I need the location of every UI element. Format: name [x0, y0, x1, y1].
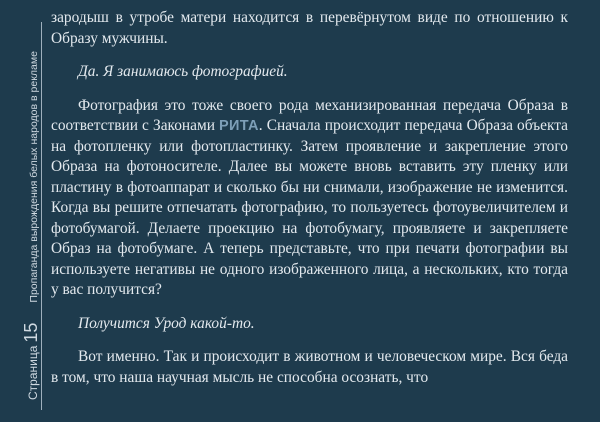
dialogue-line: Да. Я занимаюсь фотографией. — [78, 63, 288, 80]
dialogue-line: Получится Урод какой-то. — [78, 314, 255, 332]
paragraph: Вот именно. Так и происходит в животном и человеческом мире. Вся беда в том, что наша научная мысль не способна осознать, что — [51, 348, 568, 386]
running-title: Пропаганда вырождения белых народов в рекламе — [28, 51, 40, 303]
sidebar-footer — [21, 51, 42, 400]
paragraph-text: . Сначала происходит передача Образа объекта на фотопленку или фотопластинку. Затем проявление и закрепление этого Образа на фотоносителе. Далее вы можете вновь вставить эту пленку или пластину в фотоаппарат и сколько бы ни снимали, изображение не изменится. Когда вы решите отпечатать фотографию, то пользуетесь фотоувеличителем и фотобумагой. Делаете проекцию на фотобумагу, проявляете и закрепляете Образ на фотобумаге. А теперь представьте, что при печати фотографии вы используете негативы не одного изображенного лица, а нескольких, кто тогда у вас получится? — [51, 117, 568, 298]
paragraph — [51, 96, 568, 301]
brand-word: РИТА — [219, 118, 259, 134]
page-number: 15 — [21, 322, 41, 343]
paragraph-text: Фотография это тоже своего рода механизированная передача Образа в соответствии с Законами — [51, 96, 568, 134]
sidebar — [0, 0, 46, 422]
paragraph: зародыш в утробе матери находится в перевёрнутом виде по отношению к Образу мужчины. — [51, 9, 568, 47]
document-body — [51, 8, 568, 388]
page-label: Страница — [26, 345, 40, 400]
